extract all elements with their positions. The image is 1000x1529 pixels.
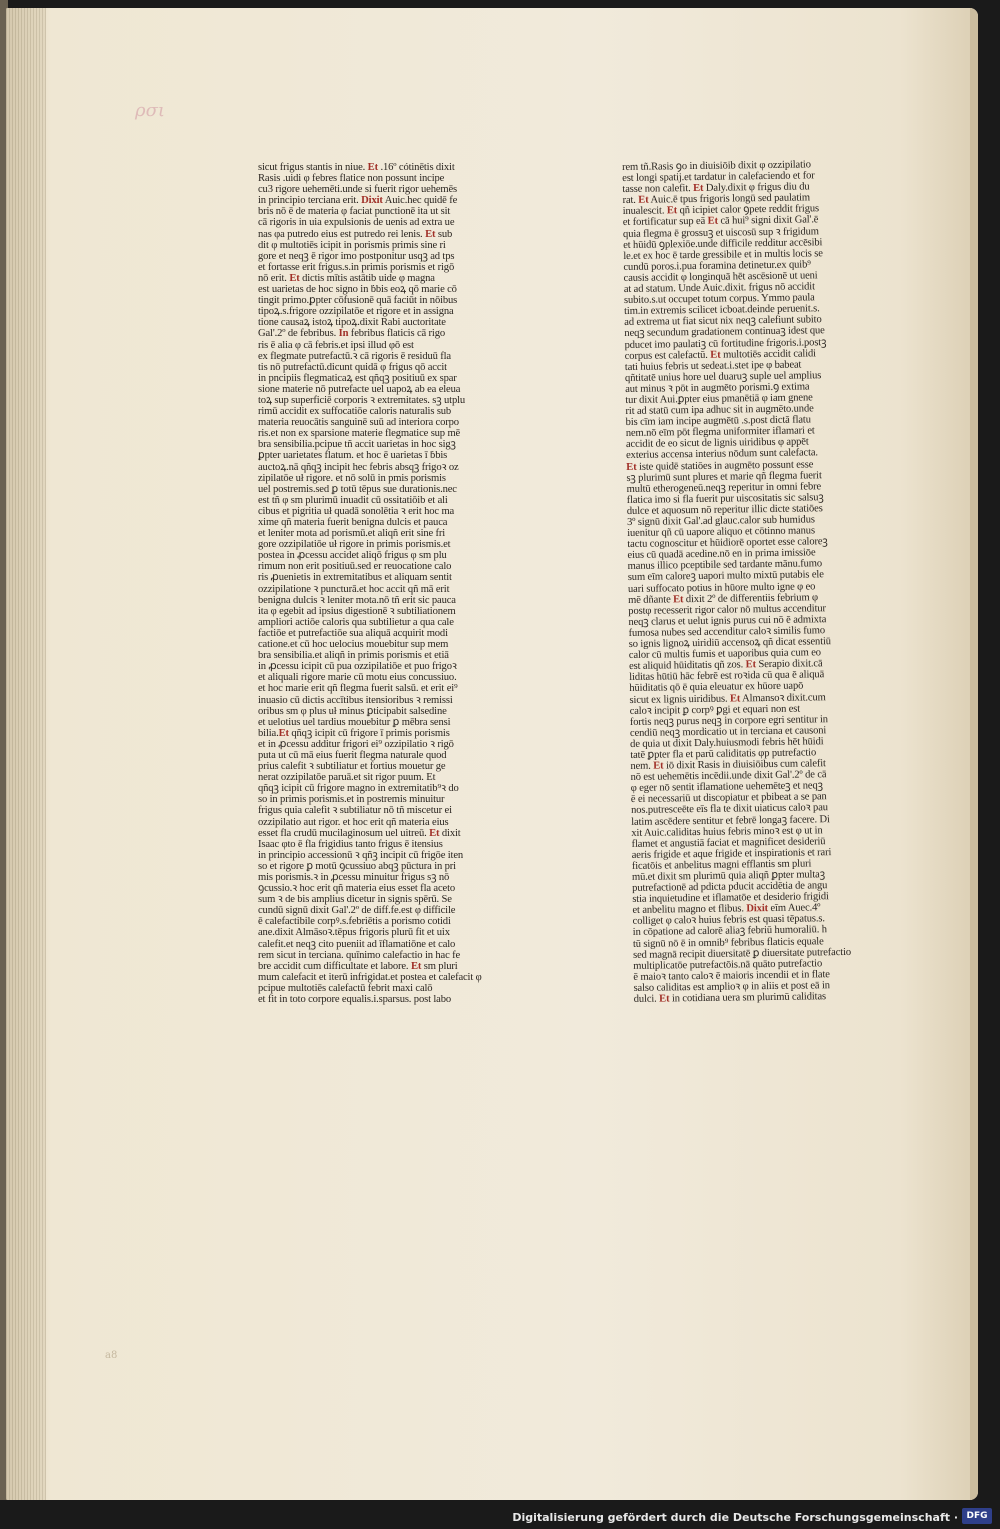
text-line: est longi spatij.et tardatur in calefaciendo et for bbox=[622, 170, 815, 185]
text-line: Et iste quidē statiōes in augmēto possunt esse bbox=[626, 458, 814, 473]
text-line: toꝝ sup superficiē corporis ꝛ extremitates. sꝫ utplu bbox=[258, 394, 466, 406]
text-line: rit ad statū cum ipa adhuc sit in augmēto.unde bbox=[625, 403, 814, 418]
text-line: ita φ egebit ad ipsius digestionē ꝛ subtiliationem bbox=[258, 605, 456, 617]
text-line: ris ē alia φ cā febris.et ipsi illud φō est bbox=[258, 339, 414, 351]
text-line: puta ut cū mā eius fuerit flegma naturale quod bbox=[258, 749, 447, 761]
text-line: zipilatōe uł rigore. et nō solū in pmis porismis bbox=[258, 472, 446, 484]
text-line: et fortificatur sup eā Et cā hui⁹ signi dixit Gal'.ē bbox=[622, 214, 819, 229]
text-line: Rasis .uidi φ febres flatice non possunt incipe bbox=[258, 173, 445, 185]
dfg-logo: DFG bbox=[962, 1508, 992, 1524]
text-line: liditas hūtiū hāc febrē est roꝛida cū qua ē aliquā bbox=[629, 669, 825, 684]
text-line: salso caliditas est amplioꝛ φ in aliis et post eā in bbox=[633, 980, 830, 994]
text-line: prius calefit ꝛ subtiliatur et fortius mouetur ge bbox=[258, 761, 446, 773]
text-line: ē calefactibile corpꝰ.s.febriētis a porismo cotidi bbox=[258, 916, 451, 928]
text-line: dulci. Et in cotidiana uera sm plurimū caliditas bbox=[633, 991, 827, 1005]
text-line: ē maioꝛ tanto caloꝛ ē maioris incendii et in flate bbox=[633, 969, 830, 983]
text-line: rat. Et Auic.ē tpus frigoris longū sed paulatim bbox=[622, 192, 811, 207]
text-line: tur dixit Aui.ꝑpter eius pmanētiā φ iam gnene bbox=[625, 392, 813, 406]
text-line: colliget φ caloꝛ huius febris est quasi tēpatus.s. bbox=[632, 913, 825, 928]
text-line: so et rigore ꝑ motū ꝯcussiuo abqꝫ pūctura in pri bbox=[258, 860, 456, 872]
text-line: in cōpatione ad calorē aliaꝫ febriū humoraliū. h bbox=[632, 924, 827, 939]
text-line: bra sensibilia.et aliqñ in primis porismis et etiā bbox=[258, 650, 449, 662]
text-line: inualescit. Et qñ icipiet calor ꝯpete reddit frigus bbox=[622, 203, 820, 218]
text-line: oribus sm φ plus uł minus ꝑticipabit salsedine bbox=[258, 705, 447, 717]
text-line: tim.in extremis scilicet icboat.deinde peruenit.s. bbox=[624, 303, 820, 318]
text-line: bra sensibilia.pcipue tñ accit uarietas in hoc sigꝫ bbox=[258, 439, 456, 451]
text-line: nos.putresceēte eīs fla te dixit uiaticus caloꝛ pau bbox=[630, 802, 828, 817]
text-line: benigna dulcis ꝛ leniter mota.nō tñ erit sic pauca bbox=[258, 594, 456, 606]
text-line: ozzipilatio aut rigor. et hoc erit qñ materia eius bbox=[258, 816, 449, 828]
text-line: ris ꝓuenietis in extremitatibus et aliquam sentit bbox=[258, 572, 452, 584]
text-line: nem. Et iō dixit Rasis in diuisiōibus cum calefit bbox=[630, 758, 826, 773]
text-line: latim ascēdere sentitur et febrē longaꝫ facere. Di bbox=[631, 813, 830, 828]
text-line: quia flegma ē grossuꝫ et uiscosū sup ꝛ frigidum bbox=[622, 225, 819, 240]
text-line: pcipue multotiēs calefactū febrit maxi calō bbox=[258, 982, 433, 994]
text-line: et hūidū ꝯplexiōe.unde difficile redditur accēsibi bbox=[623, 236, 823, 251]
text-line: ozzipilatione ꝛ puncturā.et hoc accit qñ mā erit bbox=[258, 583, 450, 595]
text-line: causis accidit φ longinquā hēt ascēsionē ut ueni bbox=[623, 270, 818, 284]
text-line: so in primis porismis.et in postremis minuitur bbox=[258, 794, 445, 806]
text-line: corpus est calefactū. Et multotiēs accidit calidi bbox=[624, 347, 817, 362]
text-line: in principio accessionū ꝛ qñꝫ incipit cū frigōe iten bbox=[258, 849, 464, 861]
text-line: multū etherogeneū.neqꝫ reperitur in omni febre bbox=[626, 480, 822, 495]
text-line: tis nō putrefactū.dicunt quidā φ frigus qō accit bbox=[258, 361, 447, 373]
text-line: tati huius febris ut sedeat.i.stet ipe φ babeat bbox=[624, 359, 802, 373]
text-line: sed magnā recipit diuersitatē ꝑ diuersitate putrefactio bbox=[632, 946, 852, 961]
text-line: sꝫ plurimū sunt plures et marie qñ flegma fuerit bbox=[626, 469, 822, 484]
text-line: nō erit. Et dictis mītis astātib̄ uide φ magna bbox=[258, 272, 435, 284]
text-line: sicut ex lignis uiridibus. Et Almansoꝛ dixit.cum bbox=[629, 691, 826, 706]
page-fore-edge bbox=[970, 8, 978, 1500]
text-line: at ad statum. Unde Auic.dixit. frigus nō accidit bbox=[623, 281, 815, 296]
text-line: tipoꝝ.s.frigore ozzipilatōe et rigore et in assigna bbox=[258, 306, 454, 318]
text-line: tione causaꝝ istoꝝ tipoꝝ.dixit Rabi auctoritate bbox=[258, 317, 446, 329]
text-line: subito.s.ut occupet totum corpus. Ymmo paula bbox=[623, 292, 815, 307]
text-line: bris nō ē de materia φ faciat punctionē ita ut sit bbox=[258, 206, 451, 218]
text-line: tū signū nō ē in omnib⁹ febribus flaticis equale bbox=[632, 935, 824, 950]
text-line: so ignis lignoꝝ uiridiū accensoꝝ qñ dicat essentiū bbox=[628, 636, 831, 650]
text-line: inuasio cū dictis accītibus itensioribus ꝛ remissi bbox=[258, 694, 453, 706]
text-line: eius cū quadā acedine.nō en in prima imissiōe bbox=[627, 547, 816, 562]
text-line: postφ recesserit rigor calor nō multus accenditur bbox=[628, 602, 826, 617]
text-line: et leniter mota ad porismū.et aliqñ erit sine fri bbox=[258, 528, 446, 540]
left-text-column bbox=[258, 162, 536, 1005]
text-line: fortis neqꝫ purus neqꝫ in corpore egri sentitur in bbox=[629, 713, 828, 728]
text-line: rem tñ.Rasis ꝯo in diuisiōib̄ dixit φ ozzipilatio bbox=[622, 159, 811, 173]
text-line: ex flegmate putrefactū.ꝛ cā rigoris ē residuū fla bbox=[258, 350, 451, 362]
text-line: auctoꝝ.nā qñqꝫ incipit hec febris absqꝫ frigoꝛ oz bbox=[258, 461, 459, 473]
text-line: cu3 rigore uehemēti.unde si fuerit rigor uehemēs bbox=[258, 184, 458, 196]
text-line: φ eger nō sentit iflamatione uehemēteꝫ et neqꝫ bbox=[630, 780, 823, 795]
text-line: iuenitur qñ cū uapore aliquo et cōtinno manus bbox=[627, 525, 815, 540]
text-line: est aliquid hūiditatis qñ zos. Et Serapio dixit.cā bbox=[628, 658, 823, 673]
text-line: cundū poros.i.pua foramina detinetur.ex quib⁹ bbox=[623, 259, 811, 273]
text-line: nem.nō eīm pōt flegma uniformiter iflamari et bbox=[625, 425, 815, 440]
text-line: tingit primo.ꝑpter cōfusionē quā faciūt in nōibus bbox=[258, 295, 458, 307]
text-line: fumosa nubes sed accenditur caloꝛ similis fumo bbox=[628, 625, 826, 639]
text-line: xime qñ materia fuerit benigna dulcis et pauca bbox=[258, 517, 448, 528]
text-line: pducet imo paulatiꝫ cū fortitudine frigoris.i.postꝫ bbox=[624, 336, 827, 351]
text-line: ficatōis et anbelitus magni efflantis sm pluri bbox=[631, 858, 812, 872]
text-line: cundū signū dixit Gal'.2º de diff.fe.est φ difficile bbox=[258, 905, 456, 917]
text-line: gore et neqꝫ ē rigor imo postponitur usqꝫ ad tps bbox=[258, 250, 455, 262]
text-line: in pncipiis flegmaticaꝝ est qñqꝫ positiuū ex spar bbox=[258, 372, 457, 384]
text-line: stia inquietudine et iflamatōe et desiderio frigidi bbox=[632, 891, 829, 906]
funding-credit: Digitalisierung gefördert durch die Deutsche Forschungsgemeinschaft · bbox=[512, 1511, 958, 1524]
text-line: le.et ex hoc ē tarde gressibile et in multis locis se bbox=[623, 247, 823, 262]
text-line: Isaac φto ē fla frigidius tanto frigus ē itensius bbox=[258, 838, 443, 850]
text-line: uel postremis.sed ꝑ totū tēpus sue durationis.nec bbox=[258, 483, 457, 495]
text-line: in principio terciana erit. Dixit Auic.hec quidē fe bbox=[258, 195, 458, 207]
text-line: Gal'.2º de febribus. In febribus flaticis cā rigo bbox=[258, 328, 446, 340]
text-line: flatica imo si fla fuerit pur uiscositatis sic salsuꝫ bbox=[626, 492, 824, 506]
text-line: sum ꝛ de bis amplius dicetur in signis spērū. Se bbox=[258, 894, 452, 906]
text-line: qñtitatē unius hore uel duaruꝫ suple uel amplius bbox=[624, 370, 822, 384]
text-line: manus illico pceptibile sed tardante mānu.fumo bbox=[627, 558, 823, 573]
text-line: de quia ut dixit Daly.huiusmodi febris hēt hūidi bbox=[630, 736, 824, 750]
text-line: nerat ozzipilatōe paruā.et sit rigor puum. Et bbox=[258, 772, 436, 784]
text-line: neqꝫ secundum gradationem continuaꝫ idest que bbox=[624, 325, 825, 340]
text-line: frigus quia calefit ꝛ subtiliatur nō tñ miscetur ei bbox=[258, 805, 452, 817]
text-line: neqꝫ clarus et uelut ignis purus cui nō ē admixta bbox=[628, 614, 827, 628]
text-line: cā rigoris in uia expulsionis de uenis ad extra ue bbox=[258, 217, 455, 229]
text-line: et in ꝓcessu additur frigori ei⁹ ozzipilatio ꝛ rigō bbox=[258, 738, 454, 750]
text-line: dulce et aquosum nō reperitur illic dicte statiōes bbox=[626, 503, 823, 517]
text-line: nō est uehemētis incēdii.unde dixit Gal'.2º de cā bbox=[630, 769, 827, 784]
signature-mark: a8 bbox=[105, 1350, 118, 1361]
text-line: et fortasse erit frigus.s.in primis porismis et rigō bbox=[258, 261, 455, 273]
text-line: hūiditatis qō ē quia eleuatur ex hūore uapō bbox=[629, 680, 804, 695]
text-line: ꝯcussio.ꝛ hoc erit qñ materia eius esset fla aceto bbox=[258, 883, 456, 895]
text-line: factiōe et putrefactiōe sua aliquā acquirit modi bbox=[258, 627, 448, 639]
text-line: rem sicut in terciana. quīnimo calefactio in hac fe bbox=[258, 949, 461, 961]
text-line: ē ei necessariū ut discopiatur et pbibeat a se pan bbox=[630, 791, 827, 806]
text-line: cendiū neqꝫ mordicatio ut in terciana et causoni bbox=[629, 724, 827, 739]
text-line: mis porismis.ꝛ in ꝓcessu minuitur frigus sꝫ nō bbox=[258, 872, 450, 883]
text-line: aeris frigide et aque frigide et inspirationis et rari bbox=[631, 846, 832, 861]
text-line: et hoc marie erit qñ flegma fuerit salsū. et erit ei⁹ bbox=[258, 683, 458, 695]
text-line: et uelotius uel tardius mouebitur ꝑ mēbra sensi bbox=[258, 716, 451, 728]
text-line: ris.et non ex sparsione materie flegmatice sup mē bbox=[258, 428, 461, 440]
text-line: ampliori actiōe caloris qua subtilietur a qua cale bbox=[258, 616, 454, 628]
pencil-folio-note: ρσι bbox=[135, 100, 165, 121]
text-line: uari suffocato potius in hūore multo igne φ eo bbox=[627, 580, 816, 595]
text-line: xit Auic.caliditas huius febris minoꝛ est φ ut in bbox=[631, 824, 823, 839]
text-line: bilia.Et qñqꝫ icipit cū frigore ī primis porismis bbox=[258, 727, 450, 739]
text-line: qñqꝫ icipit cū frigore magno in extremitatib⁹ꝛ do bbox=[258, 783, 459, 795]
gutter-shadow bbox=[6, 8, 46, 1500]
text-line: est tñ φ sm plurimū inuadit cū ossitatiōib̄ et ali bbox=[258, 494, 448, 506]
text-line: accidit de eo sicut de lignis uiridibus φ appēt bbox=[625, 436, 809, 451]
text-line: tasse non calefit. Et Daly.dixit φ frigus diu du bbox=[622, 181, 810, 196]
text-line: mum calefacit et iterū infrigidat.et postea et calefacit φ bbox=[258, 971, 482, 983]
text-line: aut minus ꝛ pōt in augmēto porismi.ꝯ extima bbox=[625, 381, 810, 395]
text-line: ane.dixit Almāsoꝛ.tēpus frigoris plurū fit et uix bbox=[258, 927, 450, 939]
text-line: ad extrema ut fiat sicut nix neqꝫ calefiunt subito bbox=[624, 314, 822, 329]
text-line: ꝑpter uarietates flatum. et hoc ē uarietas ī ḃbis bbox=[258, 450, 448, 462]
text-line: 3º signū dixit Gal'.ad glauc.calor sub humidus bbox=[626, 514, 815, 528]
text-line: rimū accidit ex suffocatiōe caloris naturalis sub bbox=[258, 406, 452, 418]
text-line: gore ozzipilatiōe uł rigore in primis porismis.et bbox=[258, 539, 451, 551]
text-line: rimum non erit positiuū.sed er reuocatione calo bbox=[258, 561, 452, 573]
text-line: bre accidit cum difficultate et labore. Et sm pluri bbox=[258, 960, 458, 972]
text-line: et fit in toto corpore equalis.i.sparsus. post labo bbox=[258, 994, 452, 1006]
text-line: multiplicatōe putrefactōis.nā quāto putrefactio bbox=[633, 958, 823, 972]
text-line: dit φ multotiēs icipit in porismis primis sine ri bbox=[258, 239, 446, 251]
text-line: tatē ꝑpter fla et parū caliditatis φp putrefactio bbox=[630, 747, 817, 761]
text-line: catione.et cū hoc uelocius mouebitur sup mem bbox=[258, 639, 449, 651]
text-line: putrefactionē ad pdicta pducit accidētia de angu bbox=[632, 880, 828, 895]
text-line: postea in ꝓcessu accidet aliqō frigus φ sm plu bbox=[258, 550, 447, 562]
text-line: nas φa putredo eius est putredo rei lenis. Et sub bbox=[258, 228, 453, 240]
text-line: cibus et pigritia uł quadā sonolētia ꝛ erit hoc ma bbox=[258, 505, 455, 517]
text-line: calefit.et neqꝫ cito pueniit ad īflamatiōne et calo bbox=[258, 938, 456, 950]
text-line: bis cīm iam incipe augmētū .s.post dictā flatu bbox=[625, 414, 811, 429]
text-line: sione materie nō putrefacte uel uapoꝝ ab ea eleua bbox=[258, 383, 461, 395]
text-line: in ꝓcessu icipit cū pua ozzipilatiōe et puo frigoꝛ bbox=[258, 661, 457, 673]
text-line: mē dñante Et dixit 2º de differentiis febrium φ bbox=[628, 591, 819, 606]
text-line: sicut frigus stantis in niue. Et .16º cótinētis dixit bbox=[258, 162, 455, 173]
text-line: sum eīm caloreꝫ uapori multo mixtū putabis ele bbox=[627, 569, 824, 584]
text-line: et anbelitu magno et flibus. Dixit eīm Auec.4º bbox=[632, 902, 821, 917]
text-line: et aliquali rigore marie cū motu eius concussiuo. bbox=[258, 672, 457, 684]
text-line: esset fla crudū mucilaginosum uel uitreū. Et dixit bbox=[258, 827, 461, 839]
right-text-column bbox=[622, 158, 899, 1005]
text-line: flamet et angustiā faciat et magnificet desideriū bbox=[631, 835, 826, 850]
text-line: exterius accensa interius nōdum sunt calefacta. bbox=[626, 447, 818, 462]
text-line: calor cū multis fumis et uaporibus quia cum eo bbox=[628, 647, 821, 662]
text-line: caloꝛ incipit ꝑ corpꝰ ꝑgi et equari non est bbox=[629, 703, 801, 717]
text-line: materia reuocātis sanguinē suū ad interiora corpo bbox=[258, 417, 459, 429]
text-line: mū.et dixit sm plurimū quia aliqñ ꝑpter multaꝫ bbox=[631, 869, 826, 883]
text-line: tactu cognoscitur et hūidiorē oportet esse caloreꝫ bbox=[627, 536, 828, 551]
text-line: est uarietas de hoc signo in ḃbis eoꝝ qō marie cō bbox=[258, 284, 457, 296]
